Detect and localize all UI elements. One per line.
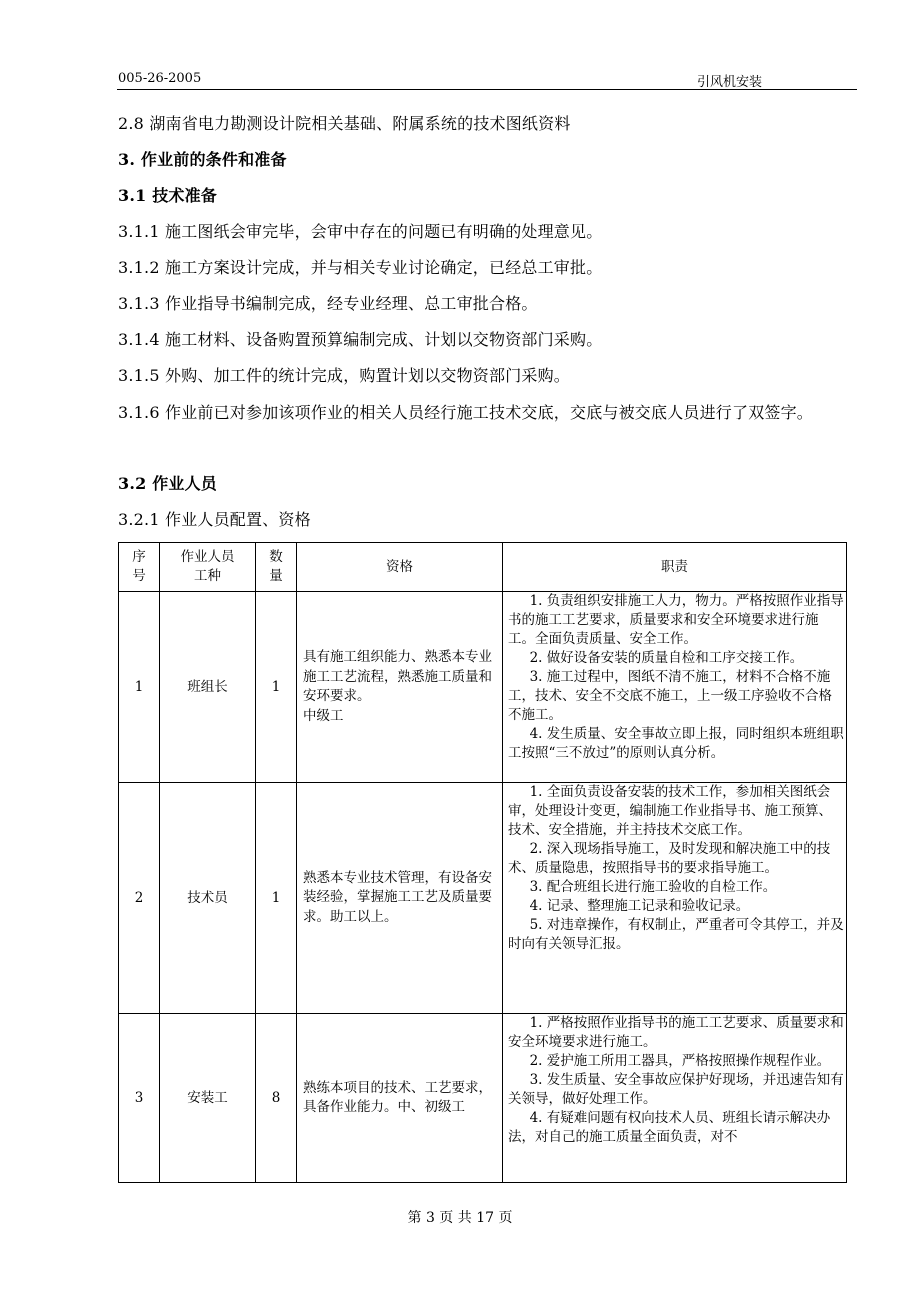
row-no: 1 xyxy=(119,592,160,783)
table-header-row xyxy=(119,543,847,592)
qualification-text: 具有施工组织能力、熟悉本专业施工工艺流程，熟悉施工质量和安环要求。 xyxy=(303,649,492,704)
qualification-text: 熟悉本专业技术管理，有设备安装经验，掌握施工工艺及质量要求。助工以上。 xyxy=(303,869,492,925)
duty-item: 1. 负责组织安排施工人力，物力。严格按照作业指导书的施工工艺要求，质量要求和安全环境要求进行施工。全面负责质量、安全工作。 xyxy=(508,593,844,647)
row-role: 班组长 xyxy=(160,592,256,783)
qualification-level: 中级工 xyxy=(303,707,344,724)
paragraph-3-1-1: 3.1.1 施工图纸会审完毕，会审中存在的问题已有明确的处理意见。 xyxy=(118,222,603,241)
table-row xyxy=(119,783,847,1014)
duty-item: 1. 严格按照作业指导书的施工工艺要求、质量要求和安全环境要求进行施工。 xyxy=(508,1015,844,1050)
header-role: 作业人员工种 xyxy=(160,543,256,592)
duty-item: 4. 发生质量、安全事故立即上报，同时组织本班组职工按照“三不放过”的原则认真分析。 xyxy=(508,726,844,761)
table-row xyxy=(119,1014,847,1183)
heading-3-1: 3.1 技术准备 xyxy=(118,186,218,205)
row-no: 3 xyxy=(119,1014,160,1183)
row-qualification xyxy=(297,783,503,1014)
header-divider xyxy=(117,89,857,90)
duty-item: 4. 记录、整理施工记录和验收记录。 xyxy=(529,898,750,914)
row-qty: 1 xyxy=(256,783,297,1014)
duty-item: 2. 深入现场指导施工，及时发现和解决施工中的技术、质量隐患，按照指导书的要求指导施工。 xyxy=(508,841,831,876)
duty-item: 3. 发生质量、安全事故应保护好现场，并迅速告知有关领导，做好处理工作。 xyxy=(508,1072,844,1107)
row-qualification xyxy=(297,592,503,783)
row-duties xyxy=(503,783,847,1014)
row-duties xyxy=(503,592,847,783)
heading-3-2: 3.2 作业人员 xyxy=(118,474,218,493)
page-footer: 第 3 页 共 17 页 xyxy=(407,1210,513,1226)
row-duties xyxy=(503,1014,847,1183)
header-qty: 数量 xyxy=(256,543,297,592)
paragraph-3-1-6: 3.1.6 作业前已对参加该项作业的相关人员经行施工技术交底，交底与被交底人员进行了双签字。 xyxy=(118,403,813,422)
row-qualification xyxy=(297,1014,503,1183)
duty-item: 4. 有疑难问题有权向技术人员、班组长请示解决办法，对自己的施工质量全面负责，对不 xyxy=(508,1110,831,1145)
duty-item: 3. 施工过程中，图纸不清不施工，材料不合格不施工，技术、安全不交底不施工，上一级工序验收不合格不施工。 xyxy=(508,669,832,723)
header-no: 序号 xyxy=(119,543,160,592)
duty-item: 2. 做好设备安装的质量自检和工序交接工作。 xyxy=(529,650,804,666)
row-qty: 8 xyxy=(256,1014,297,1183)
duty-item: 2. 爱护施工所用工器具，严格按照操作规程作业。 xyxy=(529,1053,831,1069)
row-qty: 1 xyxy=(256,592,297,783)
paragraph-3-2-1: 3.2.1 作业人员配置、资格 xyxy=(118,510,311,529)
row-role: 技术员 xyxy=(160,783,256,1014)
row-no: 2 xyxy=(119,783,160,1014)
paragraph-3-1-5: 3.1.5 外购、加工件的统计完成，购置计划以交物资部门采购。 xyxy=(118,366,570,385)
duty-item: 5. 对违章操作，有权制止，严重者可令其停工，并及时向有关领导汇报。 xyxy=(508,917,844,952)
heading-3: 3. 作业前的条件和准备 xyxy=(118,150,287,169)
duty-item: 3. 配合班组长进行施工验收的自检工作。 xyxy=(529,879,777,895)
personnel-table xyxy=(118,542,847,1183)
paragraph-2-8: 2.8 湖南省电力勘测设计院相关基础、附属系统的技术图纸资料 xyxy=(118,114,571,133)
duty-item: 1. 全面负责设备安装的技术工作，参加相关图纸会审，处理设计变更，编制施工作业指导书、施工预算、技术、安全措施，并主持技术交底工作。 xyxy=(508,784,832,838)
header-qual: 资格 xyxy=(297,543,503,592)
row-role: 安装工 xyxy=(160,1014,256,1183)
document-title: 引风机安装 xyxy=(697,75,763,90)
paragraph-3-1-3: 3.1.3 作业指导书编制完成，经专业经理、总工审批合格。 xyxy=(118,294,538,313)
paragraph-3-1-2: 3.1.2 施工方案设计完成，并与相关专业讨论确定，已经总工审批。 xyxy=(118,258,603,277)
table-row xyxy=(119,592,847,783)
paragraph-3-1-4: 3.1.4 施工材料、设备购置预算编制完成、计划以交物资部门采购。 xyxy=(118,330,603,349)
header-duty: 职责 xyxy=(503,543,847,592)
qualification-text: 熟练本项目的技术、工艺要求，具备作业能力。中、初级工 xyxy=(303,1079,492,1115)
document-number: 005-26-2005 xyxy=(118,71,202,86)
